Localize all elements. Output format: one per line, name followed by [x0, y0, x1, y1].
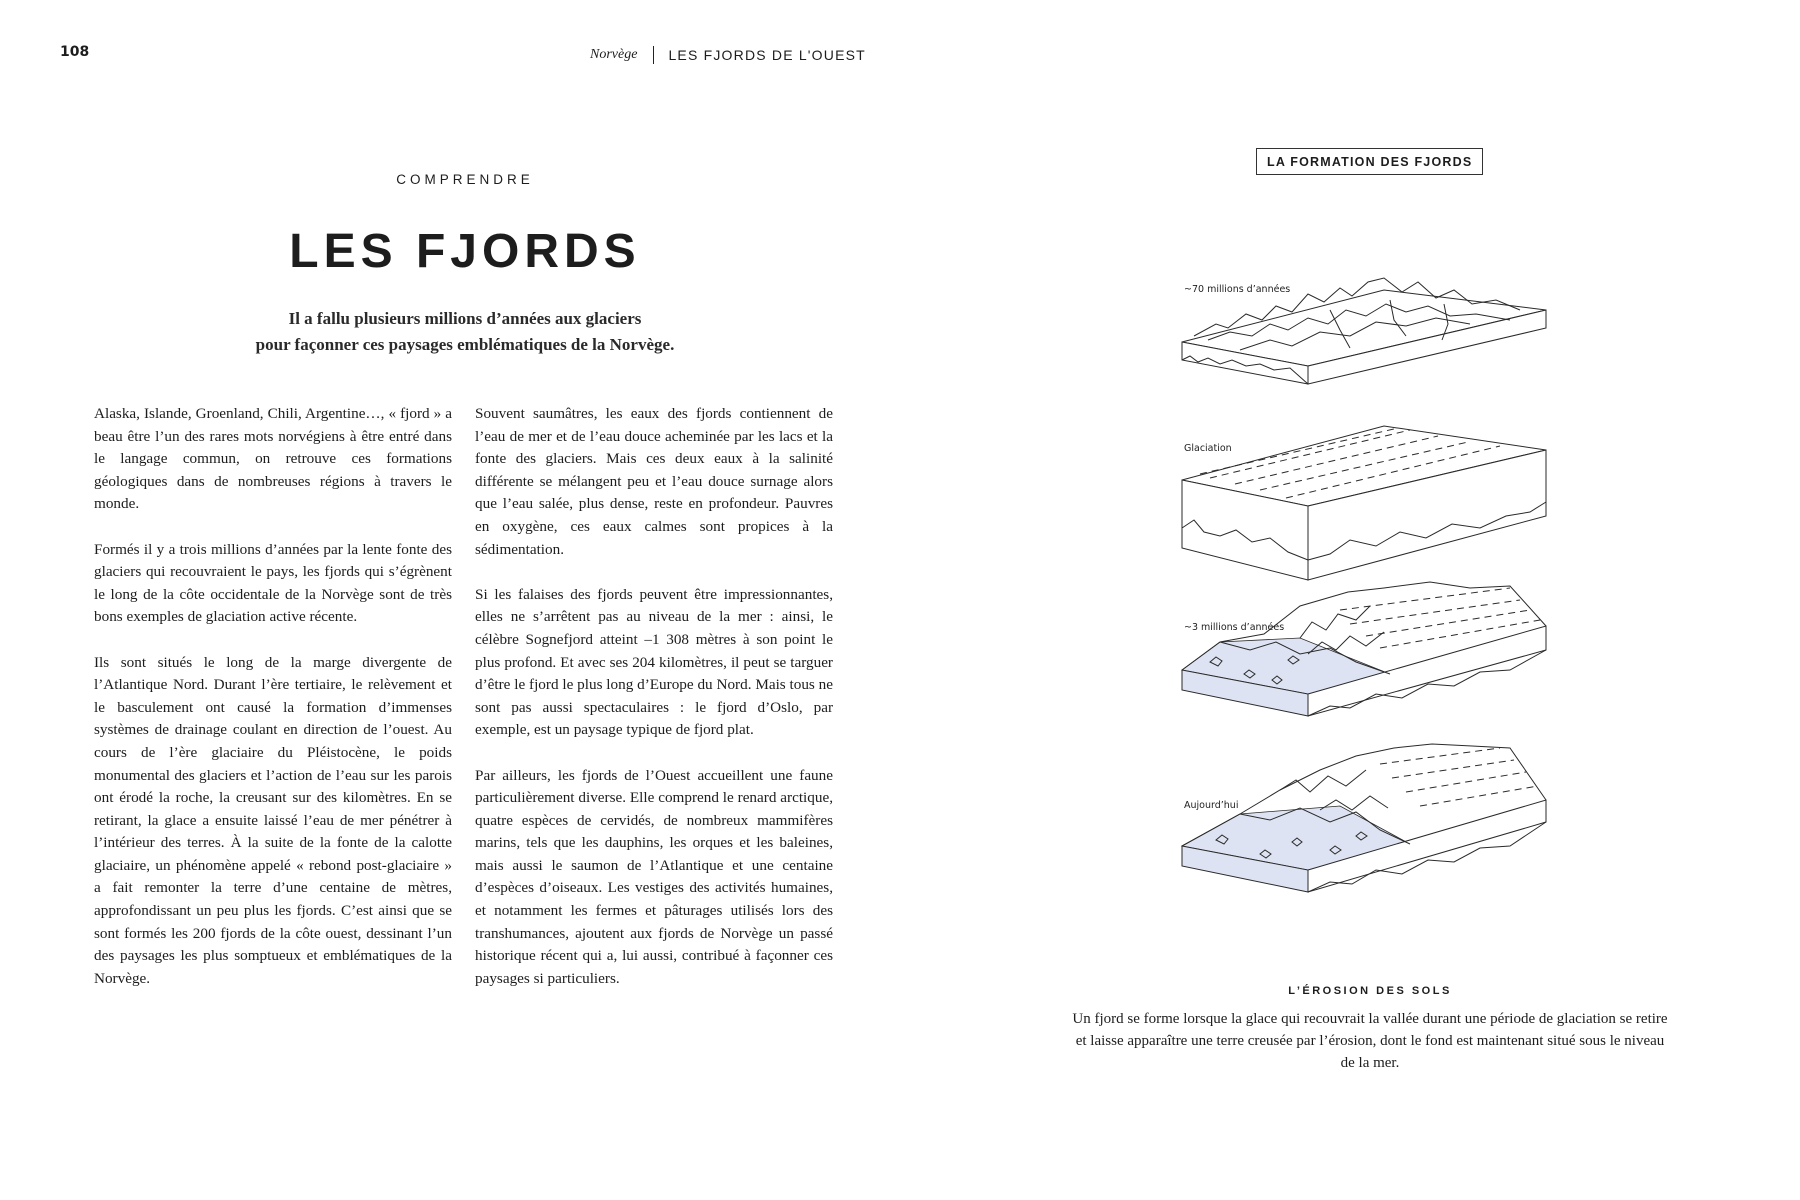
article-title: LES FJORDS	[289, 225, 641, 278]
terrain-block-today	[1182, 744, 1546, 892]
fjord-formation-illustration	[1180, 270, 1560, 930]
stage-label-glaciation: Glaciation	[1184, 443, 1232, 454]
ice-flow-line	[1406, 772, 1526, 792]
stage-label-70-million: ~70 millions d’années	[1184, 284, 1291, 295]
ice-flow-line	[1350, 600, 1520, 624]
ice-flow-line	[1380, 748, 1500, 764]
body-paragraph: Alaska, Islande, Groenland, Chili, Argentine…, « fjord » a beau être l’un des rares mots norvégiens à être entré dans le langage commun, on retrouve ces formations géologiques dans de nombreuses régions à travers le monde.	[94, 405, 452, 513]
ice-flow-line	[1340, 588, 1510, 610]
ice-flow-line	[1392, 760, 1514, 778]
terrain-block-3-million	[1182, 582, 1546, 716]
body-paragraph: Souvent saumâtres, les eaux des fjords contiennent de l’eau de mer et de l’eau douce acheminée par les lacs et la fonte des glaciers. Mais ces deux eaux à la salinité différente se mélangent peu et l’eau douce surnage alors que l’eau salée, plus dense, reste en profondeur. Pauvres en oxygène, ces eaux calmes sont propices à la sédimentation.	[475, 405, 833, 558]
page-number: 108	[60, 44, 90, 60]
lede-line-2: pour façonner ces paysages emblématiques de la Norvège.	[255, 335, 675, 354]
article-lede	[200, 306, 730, 358]
ice-flow-line	[1420, 786, 1538, 806]
running-head-divider	[653, 46, 654, 64]
figure-caption-text: Un fjord se forme lorsque la glace qui recouvrait la vallée durant une période de glaciation se retire et laisse apparaître une terre creusée par l’érosion, dont le fond est maintenant situé sous le niveau de la mer.	[1072, 1011, 1668, 1071]
body-paragraph: Ils sont situés le long de la marge divergente de l’Atlantique Nord. Durant l’ère tertiaire, le relèvement et le basculement ont causé la formation d’immenses systèmes de drainage coulant en direction de l’ouest. Au cours de l’ère glaciaire du Pléistocène, le poids monumental des glaciers et l’action de l’eau sur les parois ont érodé la roche, la creusant sur des kilomètres. En se retirant, la glace a ensuite laissé l’eau de mer pénétrer à l’intérieur des terres. À la suite de la fonte de la calotte glaciaire, un phénomène appelé « rebond post-glaciaire » a fait remonter la terre d’une centaine de mètres, approfondissant un peu plus les fjords. C’est ainsi que se sont formés les 200 fjords de la côte ouest, dessinant l’un des paysages les plus somptueux et emblématiques de la Norvège.	[94, 653, 452, 987]
stage-label-3-million: ~3 millions d’années	[1184, 622, 1285, 633]
body-paragraph: Par ailleurs, les fjords de l’Ouest accueillent une faune particulièrement diverse. Elle comprend le renard arctique, quatre espèces de cervidés, de nombreux mammifères marins, tels que les dauphins, les orques et les baleines, mais aussi le saumon de l’Atlantique et une centaine d’espèces d’oiseaux. Les vestiges des activités humaines, et notamment les fermes et pâturages utilisés lors des transhumances, ajoutent aux fjords de Norvège un passé historique récent qui a, lui aussi, contribué à façonner ces paysages si particuliers.	[475, 766, 833, 987]
body-column-right	[475, 403, 833, 1013]
figure-label: LA FORMATION DES FJORDS	[1256, 148, 1483, 175]
terrain-block-glaciation	[1182, 426, 1546, 580]
cliff-detail	[1280, 770, 1388, 810]
body-column-left	[94, 403, 452, 1013]
figure-caption-title: L’ÉROSION DES SOLS	[1288, 985, 1452, 997]
running-head	[590, 44, 866, 66]
running-head-country: Norvège	[590, 47, 638, 62]
terrain-block-70-million	[1182, 278, 1546, 384]
running-head-section: LES FJORDS DE L'OUEST	[668, 47, 866, 63]
article-kicker: COMPRENDRE	[396, 172, 534, 187]
body-paragraph: Formés il y a trois millions d’années par la lente fonte des glaciers qui recouvraient le pays, les fjords qui s’égrènent le long de la côte occidentale de la Norvège sont de très bons exemples de glaciation active récente.	[94, 540, 452, 626]
lede-line-1: Il a fallu plusieurs millions d’années aux glaciers	[288, 309, 642, 328]
body-paragraph: Si les falaises des fjords peuvent être impressionnantes, elles ne s’arrêtent pas au niveau de la mer : ainsi, le célèbre Sognefjord atteint –1 308 mètres à son point le plus profond. Et avec ses 204 kilomètres, il peut se targuer d’être le fjord le plus long d’Europe du Nord. Mais tous ne sont pas aussi spectaculaires : le fjord d’Oslo, par exemple, est un paysage typique de fjord plat.	[475, 585, 833, 739]
ice-flow-line	[1366, 610, 1530, 636]
stage-label-today: Aujourd’hui	[1184, 800, 1239, 811]
